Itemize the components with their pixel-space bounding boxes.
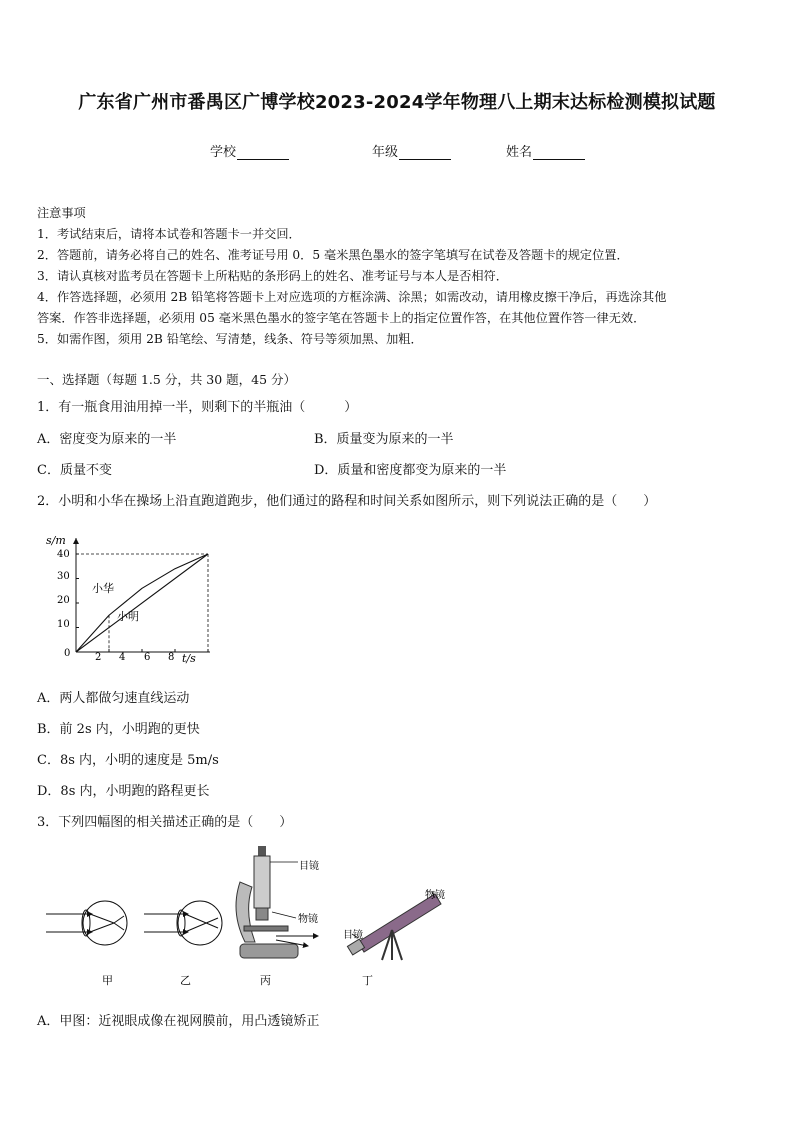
y-tick-label: 30 [57, 571, 70, 582]
school-blank [237, 146, 289, 160]
y-axis-arrow [73, 538, 79, 544]
y-tick-label: 40 [57, 549, 70, 560]
x-tick-label: 6 [144, 652, 151, 663]
series-label-xiaoming: 小明 [117, 610, 139, 623]
note-item: 2．答题前，请务必将自己的姓名、准考证号用 0．5 毫米黑色墨水的签字笔填写在试卷及答题卡的规定位置． [37, 248, 629, 262]
caption-yi: 乙 [180, 974, 191, 987]
note-item: 5．如需作图，须用 2B 铅笔绘、写清楚，线条、符号等须加黑、加粗． [37, 332, 423, 346]
name-label: 姓名 [506, 145, 533, 160]
q1-option-d: D．质量和密度都变为原来的一半 [314, 463, 507, 478]
series-label-xiaohua: 小华 [92, 582, 114, 595]
q2-option-b: B．前 2s 内，小明跑的更快 [37, 722, 200, 737]
x-tick-label: 2 [95, 652, 102, 663]
question-1-stem: 1．有一瓶食用油用掉一半，则剩下的半瓶油（ ） [37, 400, 358, 415]
eye-diagram-jia [46, 901, 127, 945]
note-item: 1．考试结束后，请将本试卷和答题卡一并交回． [37, 227, 301, 241]
q2-option-a: A．两人都做匀速直线运动 [37, 691, 190, 706]
x-tick-label: 8 [168, 652, 175, 663]
y-axis-label: s/m [46, 534, 66, 547]
name-blank [533, 146, 585, 160]
telescope-eyepiece-label: 目镜 [343, 930, 363, 941]
name-field [506, 141, 585, 160]
grade-blank [399, 146, 451, 160]
school-field [210, 141, 289, 160]
school-label: 学校 [210, 145, 237, 160]
x-tick-label: 4 [119, 652, 126, 663]
eyepiece-label: 目镜 [299, 861, 319, 872]
caption-ding: 丁 [362, 974, 373, 987]
q3-option-a: A．甲图：近视眼成像在视网膜前，用凸透镜矫正 [37, 1014, 320, 1029]
caption-bing: 丙 [260, 974, 271, 987]
distance-time-chart [40, 528, 210, 670]
objective-label: 物镜 [298, 914, 318, 925]
caption-jia: 甲 [102, 974, 113, 987]
series-line-xiaoming [76, 554, 208, 652]
y-tick-label: 20 [57, 595, 70, 606]
q1-option-c: C．质量不变 [37, 463, 112, 478]
origin-label: 0 [64, 648, 71, 659]
q2-option-d: D．8s 内，小明跑的路程更长 [37, 784, 210, 799]
page-title: 广东省广州市番禺区广博学校2023-2024学年物理八上期末达标检测模拟试题 [78, 92, 716, 113]
note-item: 4．作答选择题，必须用 2B 铅笔将答题卡上对应选项的方框涂满、涂黑；如需改动，请用橡皮擦干净后，再选涂其他 [37, 290, 667, 304]
grade-field [372, 141, 451, 160]
grade-label: 年级 [372, 145, 399, 160]
eye-diagram-yi [144, 901, 222, 945]
question-3-stem: 3．下列四幅图的相关描述正确的是（ ） [37, 815, 293, 830]
x-axis-label: t/s [182, 652, 196, 665]
question-2-stem: 2．小明和小华在操场上沿直跑道跑步，他们通过的路程和时间关系如图所示，则下列说法正确的是（ ） [37, 494, 657, 509]
q2-option-c: C．8s 内，小明的速度是 5m/s [37, 753, 219, 768]
telescope-objective-label: 物镜 [425, 890, 445, 901]
note-item: 3．请认真核对监考员在答题卡上所粘贴的条形码上的姓名、准考证号与本人是否相符． [37, 269, 508, 283]
q1-option-b: B．质量变为原来的一半 [314, 432, 454, 447]
optics-figure [40, 842, 470, 992]
notes-heading: 注意事项 [37, 206, 86, 220]
note-item: 答案．作答非选择题，必须用 05 毫米黑色墨水的签字笔在答题卡上的指定位置作答，在其他位置作答一律无效． [37, 311, 646, 325]
q1-option-a: A．密度变为原来的一半 [37, 432, 177, 447]
section-heading: 一、选择题（每题 1.5 分，共 30 题，45 分） [37, 372, 297, 387]
y-tick-label: 10 [57, 619, 70, 630]
telescope-diagram [347, 892, 441, 960]
